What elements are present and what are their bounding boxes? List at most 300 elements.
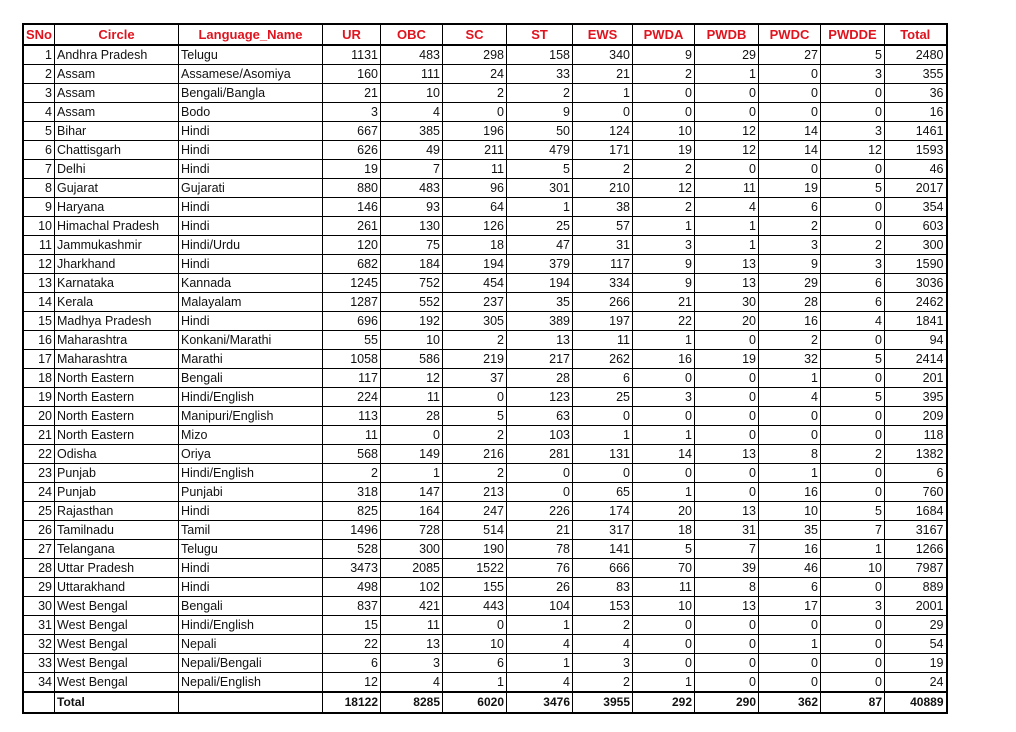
cell-total: 209: [885, 407, 947, 426]
cell-language-name: Hindi: [179, 198, 323, 217]
cell-obc: 4: [381, 673, 443, 693]
cell-sc: 247: [443, 502, 507, 521]
cell-ews: 21: [573, 65, 633, 84]
cell-pwda: 9: [633, 274, 695, 293]
cell-ews: 266: [573, 293, 633, 312]
cell-pwdde: 3: [821, 65, 885, 84]
cell-pwdb: 12: [695, 141, 759, 160]
cell-obc: 11: [381, 616, 443, 635]
cell-sc: 2: [443, 426, 507, 445]
cell-circle: Kerala: [55, 293, 179, 312]
cell-ews: 0: [573, 103, 633, 122]
cell-obc: 28: [381, 407, 443, 426]
cell-ews: 4: [573, 635, 633, 654]
total-pwdb: 290: [695, 692, 759, 713]
cell-st: 4: [507, 673, 573, 693]
table-row: [23, 616, 947, 635]
cell-ur: 880: [323, 179, 381, 198]
cell-sc: 2: [443, 331, 507, 350]
cell-circle: Assam: [55, 84, 179, 103]
cell-pwdde: 5: [821, 388, 885, 407]
cell-st: 104: [507, 597, 573, 616]
cell-ur: 6: [323, 654, 381, 673]
cell-pwda: 12: [633, 179, 695, 198]
total-cell-language: [179, 692, 323, 713]
cell-obc: 728: [381, 521, 443, 540]
cell-sno: 15: [23, 312, 55, 331]
vacancy-table: [22, 23, 948, 714]
cell-pwda: 9: [633, 255, 695, 274]
cell-language-name: Tamil: [179, 521, 323, 540]
cell-sno: 14: [23, 293, 55, 312]
cell-language-name: Nepali/Bengali: [179, 654, 323, 673]
cell-total: 603: [885, 217, 947, 236]
cell-pwdc: 8: [759, 445, 821, 464]
table-row: [23, 103, 947, 122]
cell-ur: 15: [323, 616, 381, 635]
cell-circle: Gujarat: [55, 179, 179, 198]
cell-total: 118: [885, 426, 947, 445]
cell-circle: Delhi: [55, 160, 179, 179]
cell-obc: 1: [381, 464, 443, 483]
cell-st: 123: [507, 388, 573, 407]
cell-st: 9: [507, 103, 573, 122]
cell-obc: 300: [381, 540, 443, 559]
cell-language-name: Konkani/Marathi: [179, 331, 323, 350]
cell-st: 217: [507, 350, 573, 369]
cell-pwdb: 0: [695, 369, 759, 388]
cell-pwdde: 0: [821, 369, 885, 388]
cell-pwdde: 5: [821, 502, 885, 521]
cell-pwda: 14: [633, 445, 695, 464]
cell-pwdb: 29: [695, 45, 759, 65]
cell-obc: 75: [381, 236, 443, 255]
table-row: [23, 179, 947, 198]
cell-total: 2001: [885, 597, 947, 616]
cell-ur: 22: [323, 635, 381, 654]
cell-pwdc: 32: [759, 350, 821, 369]
cell-circle: Punjab: [55, 483, 179, 502]
cell-ur: 1245: [323, 274, 381, 293]
cell-st: 35: [507, 293, 573, 312]
cell-pwda: 16: [633, 350, 695, 369]
cell-pwdc: 16: [759, 540, 821, 559]
cell-pwdc: 4: [759, 388, 821, 407]
table-header: [23, 24, 947, 45]
cell-sc: 0: [443, 388, 507, 407]
cell-pwdc: 1: [759, 464, 821, 483]
cell-circle: Maharashtra: [55, 350, 179, 369]
cell-sc: 155: [443, 578, 507, 597]
cell-sc: 5: [443, 407, 507, 426]
table-row: [23, 217, 947, 236]
cell-language-name: Hindi/English: [179, 388, 323, 407]
cell-sno: 22: [23, 445, 55, 464]
cell-language-name: Mizo: [179, 426, 323, 445]
cell-language-name: Hindi: [179, 578, 323, 597]
cell-pwdc: 16: [759, 312, 821, 331]
cell-st: 158: [507, 45, 573, 65]
cell-ews: 83: [573, 578, 633, 597]
cell-st: 47: [507, 236, 573, 255]
cell-pwdb: 1: [695, 236, 759, 255]
cell-pwdb: 0: [695, 464, 759, 483]
cell-pwdde: 0: [821, 426, 885, 445]
col-header-sno: SNo: [23, 24, 55, 45]
cell-pwdb: 0: [695, 635, 759, 654]
table-row: [23, 198, 947, 217]
cell-sno: 33: [23, 654, 55, 673]
cell-sc: 196: [443, 122, 507, 141]
table-row: [23, 502, 947, 521]
cell-ews: 2: [573, 673, 633, 693]
cell-circle: Uttar Pradesh: [55, 559, 179, 578]
cell-pwdb: 0: [695, 331, 759, 350]
total-sc: 6020: [443, 692, 507, 713]
cell-sc: 194: [443, 255, 507, 274]
cell-language-name: Punjabi: [179, 483, 323, 502]
cell-ews: 340: [573, 45, 633, 65]
cell-st: 13: [507, 331, 573, 350]
cell-pwdc: 3: [759, 236, 821, 255]
cell-circle: North Eastern: [55, 426, 179, 445]
cell-language-name: Malayalam: [179, 293, 323, 312]
header-row: [23, 24, 947, 45]
table-row: [23, 331, 947, 350]
cell-ur: 568: [323, 445, 381, 464]
cell-ur: 261: [323, 217, 381, 236]
cell-sno: 26: [23, 521, 55, 540]
cell-language-name: Telugu: [179, 45, 323, 65]
cell-pwdb: 13: [695, 274, 759, 293]
cell-obc: 752: [381, 274, 443, 293]
cell-st: 0: [507, 464, 573, 483]
cell-sno: 24: [23, 483, 55, 502]
cell-circle: North Eastern: [55, 407, 179, 426]
cell-st: 389: [507, 312, 573, 331]
cell-language-name: Hindi/Urdu: [179, 236, 323, 255]
cell-sc: 443: [443, 597, 507, 616]
cell-sno: 34: [23, 673, 55, 693]
cell-ur: 113: [323, 407, 381, 426]
cell-total: 3167: [885, 521, 947, 540]
cell-pwdde: 0: [821, 331, 885, 350]
cell-ur: 11: [323, 426, 381, 445]
cell-circle: West Bengal: [55, 673, 179, 693]
cell-pwda: 1: [633, 217, 695, 236]
cell-sc: 454: [443, 274, 507, 293]
cell-ews: 117: [573, 255, 633, 274]
col-header-language-name: Language_Name: [179, 24, 323, 45]
table-row: [23, 540, 947, 559]
cell-obc: 184: [381, 255, 443, 274]
cell-sc: 219: [443, 350, 507, 369]
table-row: [23, 388, 947, 407]
cell-st: 26: [507, 578, 573, 597]
cell-sc: 190: [443, 540, 507, 559]
cell-pwdb: 0: [695, 426, 759, 445]
cell-pwdde: 0: [821, 673, 885, 693]
cell-circle: Karnataka: [55, 274, 179, 293]
cell-st: 379: [507, 255, 573, 274]
cell-st: 0: [507, 483, 573, 502]
cell-pwda: 1: [633, 673, 695, 693]
cell-ur: 626: [323, 141, 381, 160]
cell-obc: 49: [381, 141, 443, 160]
cell-pwdb: 4: [695, 198, 759, 217]
cell-obc: 130: [381, 217, 443, 236]
table-row: [23, 65, 947, 84]
cell-language-name: Marathi: [179, 350, 323, 369]
cell-circle: Haryana: [55, 198, 179, 217]
cell-ews: 141: [573, 540, 633, 559]
cell-language-name: Telugu: [179, 540, 323, 559]
cell-sno: 30: [23, 597, 55, 616]
cell-sno: 28: [23, 559, 55, 578]
cell-pwdc: 2: [759, 331, 821, 350]
cell-circle: Rajasthan: [55, 502, 179, 521]
cell-ur: 19: [323, 160, 381, 179]
cell-total: 1382: [885, 445, 947, 464]
cell-obc: 147: [381, 483, 443, 502]
col-header-sc: SC: [443, 24, 507, 45]
cell-language-name: Hindi/English: [179, 616, 323, 635]
cell-st: 21: [507, 521, 573, 540]
cell-obc: 192: [381, 312, 443, 331]
cell-pwdc: 16: [759, 483, 821, 502]
cell-ews: 197: [573, 312, 633, 331]
cell-pwdde: 0: [821, 635, 885, 654]
cell-pwdc: 0: [759, 160, 821, 179]
cell-sc: 37: [443, 369, 507, 388]
cell-language-name: Kannada: [179, 274, 323, 293]
cell-circle: Himachal Pradesh: [55, 217, 179, 236]
cell-ur: 498: [323, 578, 381, 597]
cell-obc: 483: [381, 179, 443, 198]
cell-pwdc: 14: [759, 141, 821, 160]
cell-pwda: 1: [633, 331, 695, 350]
cell-pwdb: 0: [695, 407, 759, 426]
cell-pwda: 20: [633, 502, 695, 521]
cell-pwdc: 10: [759, 502, 821, 521]
cell-ews: 153: [573, 597, 633, 616]
cell-circle: Telangana: [55, 540, 179, 559]
cell-total: 1841: [885, 312, 947, 331]
cell-pwdb: 20: [695, 312, 759, 331]
cell-language-name: Hindi: [179, 255, 323, 274]
cell-sno: 31: [23, 616, 55, 635]
total-row: [23, 692, 947, 713]
cell-ur: 1496: [323, 521, 381, 540]
cell-st: 103: [507, 426, 573, 445]
cell-pwdc: 17: [759, 597, 821, 616]
cell-sc: 2: [443, 84, 507, 103]
cell-ur: 318: [323, 483, 381, 502]
total-obc: 8285: [381, 692, 443, 713]
cell-language-name: Gujarati: [179, 179, 323, 198]
cell-st: 226: [507, 502, 573, 521]
cell-language-name: Hindi: [179, 122, 323, 141]
cell-language-name: Hindi: [179, 559, 323, 578]
cell-total: 355: [885, 65, 947, 84]
cell-pwda: 10: [633, 122, 695, 141]
cell-ur: 825: [323, 502, 381, 521]
table-row: [23, 255, 947, 274]
cell-sc: 2: [443, 464, 507, 483]
cell-pwdb: 13: [695, 597, 759, 616]
cell-sno: 10: [23, 217, 55, 236]
cell-pwdde: 0: [821, 654, 885, 673]
cell-pwdc: 46: [759, 559, 821, 578]
cell-pwdde: 10: [821, 559, 885, 578]
cell-sc: 211: [443, 141, 507, 160]
cell-obc: 0: [381, 426, 443, 445]
cell-pwda: 1: [633, 483, 695, 502]
table-row: [23, 122, 947, 141]
cell-language-name: Oriya: [179, 445, 323, 464]
cell-sno: 32: [23, 635, 55, 654]
cell-pwda: 22: [633, 312, 695, 331]
cell-st: 2: [507, 84, 573, 103]
cell-pwdde: 5: [821, 350, 885, 369]
table-row: [23, 445, 947, 464]
cell-pwdc: 0: [759, 84, 821, 103]
cell-pwda: 0: [633, 464, 695, 483]
cell-sc: 298: [443, 45, 507, 65]
cell-sno: 6: [23, 141, 55, 160]
cell-pwdb: 0: [695, 103, 759, 122]
cell-obc: 421: [381, 597, 443, 616]
cell-sno: 16: [23, 331, 55, 350]
cell-pwdc: 6: [759, 578, 821, 597]
cell-ews: 38: [573, 198, 633, 217]
cell-pwda: 9: [633, 45, 695, 65]
cell-sno: 12: [23, 255, 55, 274]
cell-circle: Odisha: [55, 445, 179, 464]
table-row: [23, 483, 947, 502]
cell-ews: 334: [573, 274, 633, 293]
cell-obc: 586: [381, 350, 443, 369]
cell-sno: 7: [23, 160, 55, 179]
cell-pwda: 2: [633, 198, 695, 217]
cell-pwda: 70: [633, 559, 695, 578]
cell-language-name: Nepali/English: [179, 673, 323, 693]
cell-pwdb: 31: [695, 521, 759, 540]
cell-pwdc: 0: [759, 426, 821, 445]
cell-sc: 213: [443, 483, 507, 502]
cell-st: 33: [507, 65, 573, 84]
cell-pwdb: 8: [695, 578, 759, 597]
cell-pwdb: 13: [695, 255, 759, 274]
cell-total: 29: [885, 616, 947, 635]
cell-circle: Maharashtra: [55, 331, 179, 350]
cell-pwda: 2: [633, 65, 695, 84]
cell-st: 1: [507, 616, 573, 635]
cell-total: 36: [885, 84, 947, 103]
cell-total: 395: [885, 388, 947, 407]
cell-ews: 124: [573, 122, 633, 141]
cell-circle: Tamilnadu: [55, 521, 179, 540]
table-row: [23, 293, 947, 312]
cell-language-name: Hindi: [179, 312, 323, 331]
table-row: [23, 236, 947, 255]
cell-pwda: 21: [633, 293, 695, 312]
cell-pwda: 3: [633, 236, 695, 255]
col-header-circle: Circle: [55, 24, 179, 45]
cell-sno: 11: [23, 236, 55, 255]
total-pwdc: 362: [759, 692, 821, 713]
cell-sc: 514: [443, 521, 507, 540]
cell-pwdde: 3: [821, 122, 885, 141]
cell-sno: 18: [23, 369, 55, 388]
table-row: [23, 141, 947, 160]
cell-ews: 174: [573, 502, 633, 521]
cell-ur: 12: [323, 673, 381, 693]
table-row: [23, 369, 947, 388]
cell-pwdde: 6: [821, 293, 885, 312]
col-header-pwdc: PWDC: [759, 24, 821, 45]
cell-circle: Andhra Pradesh: [55, 45, 179, 65]
cell-ews: 0: [573, 407, 633, 426]
table-row: [23, 274, 947, 293]
cell-sno: 17: [23, 350, 55, 369]
cell-st: 78: [507, 540, 573, 559]
cell-circle: Assam: [55, 103, 179, 122]
cell-pwda: 19: [633, 141, 695, 160]
cell-pwdde: 5: [821, 45, 885, 65]
total-cell-sno: [23, 692, 55, 713]
cell-pwda: 0: [633, 103, 695, 122]
col-header-pwdb: PWDB: [695, 24, 759, 45]
cell-pwdc: 29: [759, 274, 821, 293]
cell-sno: 20: [23, 407, 55, 426]
cell-total: 2017: [885, 179, 947, 198]
cell-language-name: Assamese/Asomiya: [179, 65, 323, 84]
cell-sno: 19: [23, 388, 55, 407]
cell-total: 46: [885, 160, 947, 179]
cell-sno: 23: [23, 464, 55, 483]
cell-total: 2414: [885, 350, 947, 369]
cell-language-name: Bengali/Bangla: [179, 84, 323, 103]
cell-pwdde: 0: [821, 483, 885, 502]
cell-total: 201: [885, 369, 947, 388]
cell-pwdb: 0: [695, 388, 759, 407]
cell-sc: 11: [443, 160, 507, 179]
cell-st: 28: [507, 369, 573, 388]
cell-obc: 483: [381, 45, 443, 65]
cell-sno: 2: [23, 65, 55, 84]
cell-sc: 1522: [443, 559, 507, 578]
cell-ews: 1: [573, 426, 633, 445]
cell-pwdc: 0: [759, 673, 821, 693]
col-header-st: ST: [507, 24, 573, 45]
cell-pwdb: 1: [695, 65, 759, 84]
cell-ews: 3: [573, 654, 633, 673]
cell-pwdc: 14: [759, 122, 821, 141]
cell-pwda: 2: [633, 160, 695, 179]
total-label: Total: [55, 692, 179, 713]
cell-obc: 149: [381, 445, 443, 464]
cell-ur: 120: [323, 236, 381, 255]
cell-circle: West Bengal: [55, 616, 179, 635]
cell-total: 19: [885, 654, 947, 673]
cell-pwdb: 39: [695, 559, 759, 578]
cell-st: 4: [507, 635, 573, 654]
total-pwdde: 87: [821, 692, 885, 713]
cell-pwda: 0: [633, 635, 695, 654]
table-row: [23, 559, 947, 578]
cell-obc: 13: [381, 635, 443, 654]
